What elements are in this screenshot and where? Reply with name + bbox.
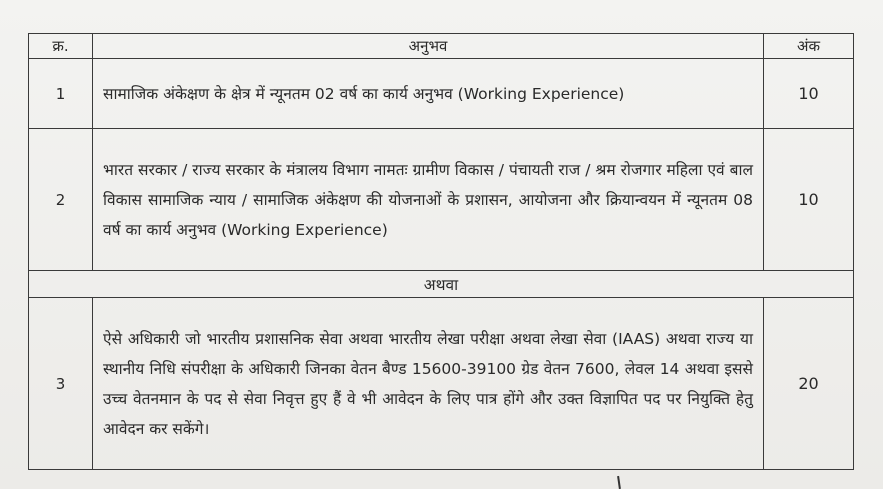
row-experience-text: ऐसे अधिकारी जो भारतीय प्रशासनिक सेवा अथवा भारतीय लेखा परीक्षा अथवा लेखा सेवा (IAAS) अथवा राज्य या स्थानीय निधि संपरीक्षा के अधिकारी जिनका वेतन बैण्ड 15600-39100 ग्रेड वेतन 7600, लेवल 14 अथवा इससे उच्च वेतनमान के पद से सेवा निवृत्त हुए हैं वे भी आवेदन के लिए पात्र होंगे और उक्त विज्ञापित पद पर नियुक्ति हेतु आवेदन कर सकेंगे।	[93, 298, 764, 470]
pen-mark	[617, 476, 621, 489]
header-experience: अनुभव	[93, 34, 764, 59]
table-row	[29, 129, 854, 271]
row-marks: 10	[764, 129, 854, 271]
row-experience-text: भारत सरकार / राज्य सरकार के मंत्रालय विभाग नामतः ग्रामीण विकास / पंचायती राज / श्रम रोजगार महिला एवं बाल विकास सामाजिक न्याय / सामाजिक अंकेक्षण की योजनाओं के प्रशासन, आयोजना और क्रियान्वयन में न्यूनतम 08 वर्ष का कार्य अनुभव (Working Experience)	[93, 129, 764, 271]
header-serial-number: क्र.	[29, 34, 93, 59]
row-serial-number: 3	[29, 298, 93, 470]
row-serial-number: 2	[29, 129, 93, 271]
table-header-row	[29, 34, 854, 59]
row-serial-number: 1	[29, 59, 93, 129]
row-marks: 10	[764, 59, 854, 129]
row-experience-text: सामाजिक अंकेक्षण के क्षेत्र में न्यूनतम 02 वर्ष का कार्य अनुभव (Working Experience)	[93, 59, 764, 129]
or-separator: अथवा	[29, 271, 854, 298]
experience-marks-table	[28, 33, 854, 470]
row-marks: 20	[764, 298, 854, 470]
table-row	[29, 298, 854, 470]
separator-row	[29, 271, 854, 298]
table-row	[29, 59, 854, 129]
header-marks: अंक	[764, 34, 854, 59]
